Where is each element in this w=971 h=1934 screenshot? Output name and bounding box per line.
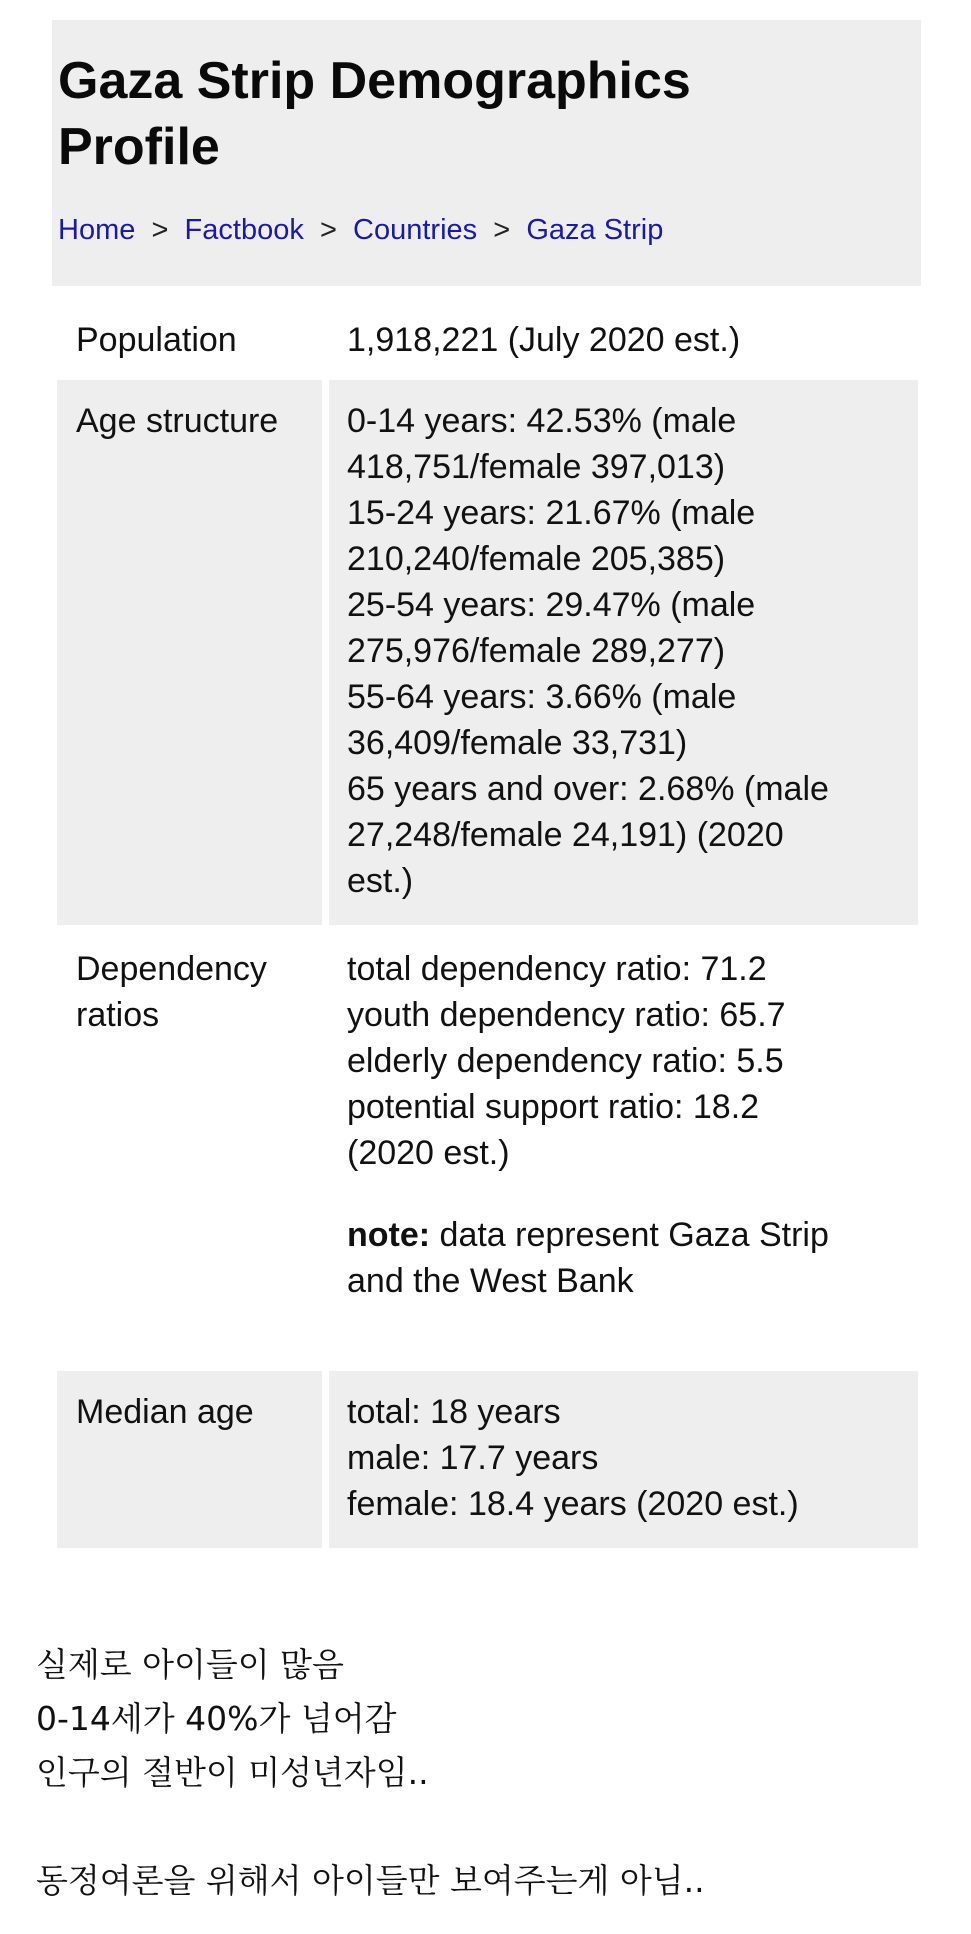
dependency-ratios-label-line: ratios: [76, 996, 160, 1034]
comment-line: 0-14세가 40%가 넘어감: [36, 1699, 397, 1738]
note-label: note:: [347, 1216, 431, 1254]
population-label: Population: [76, 321, 237, 359]
age-structure-line: 36,409/female 33,731): [347, 724, 688, 762]
age-structure-line: 65 years and over: 2.68% (male: [347, 770, 829, 808]
median-age-line: male: 17.7 years: [347, 1439, 599, 1477]
median-age-line: total: 18 years: [347, 1393, 561, 1431]
dependency-ratios-label-line: Dependency: [76, 950, 267, 988]
comment-line: 인구의 절반이 미성년자임..: [36, 1753, 429, 1792]
page-title: Gaza Strip Demographics Profile: [58, 52, 691, 176]
page-header: [52, 20, 921, 286]
comment-text: [36, 1638, 936, 1908]
age-structure-line: 15-24 years: 21.67% (male: [347, 494, 756, 532]
age-structure-line: est.): [347, 862, 414, 900]
dependency-ratio-line: youth dependency ratio: 65.7: [347, 996, 786, 1034]
note-text: data represent Gaza Strip: [430, 1216, 829, 1254]
dependency-ratio-line: potential support ratio: 18.2: [347, 1088, 760, 1126]
comment-line: [36, 1800, 936, 1854]
dependency-ratios-value: [329, 928, 918, 1368]
dependency-note-line: and the West Bank: [347, 1262, 634, 1300]
median-age-label: Median age: [57, 1371, 322, 1548]
median-age-value: [329, 1371, 918, 1548]
breadcrumb-gaza-strip-link[interactable]: Gaza Strip: [526, 214, 664, 246]
comment-line: 실제로 아이들이 많음: [36, 1645, 344, 1684]
age-structure-line: 418,751/female 397,013): [347, 448, 726, 486]
age-structure-label: Age structure: [57, 380, 322, 925]
median-age-line: female: 18.4 years (2020 est.): [347, 1485, 799, 1523]
breadcrumb-factbook-link[interactable]: Factbook: [184, 214, 304, 246]
age-structure-line: 27,248/female 24,191) (2020: [347, 816, 784, 854]
population-value: 1,918,221 (July 2020 est.): [347, 321, 741, 359]
dependency-ratios-label: [57, 928, 322, 1368]
dependency-note: [347, 1212, 908, 1304]
dependency-ratio-line: (2020 est.): [347, 1134, 510, 1172]
dependency-ratio-line: total dependency ratio: 71.2: [347, 950, 767, 988]
comment-line: 동정여론을 위해서 아이들만 보여주는게 아님..: [36, 1861, 705, 1900]
age-structure-line: 210,240/female 205,385): [347, 540, 726, 578]
age-structure-line: 0-14 years: 42.53% (male: [347, 402, 737, 440]
age-structure-line: 25-54 years: 29.47% (male: [347, 586, 756, 624]
age-structure-value: [329, 380, 918, 925]
breadcrumb-countries-link[interactable]: Countries: [353, 214, 478, 246]
age-structure-line: 55-64 years: 3.66% (male: [347, 678, 737, 716]
breadcrumb-separator: >: [485, 214, 519, 246]
breadcrumb: [58, 212, 663, 248]
age-structure-line: 275,976/female 289,277): [347, 632, 726, 670]
breadcrumb-separator: >: [311, 214, 345, 246]
dependency-note-line: [347, 1212, 908, 1258]
breadcrumb-home-link[interactable]: Home: [58, 214, 136, 246]
dependency-ratio-line: elderly dependency ratio: 5.5: [347, 1042, 784, 1080]
breadcrumb-separator: >: [143, 214, 177, 246]
